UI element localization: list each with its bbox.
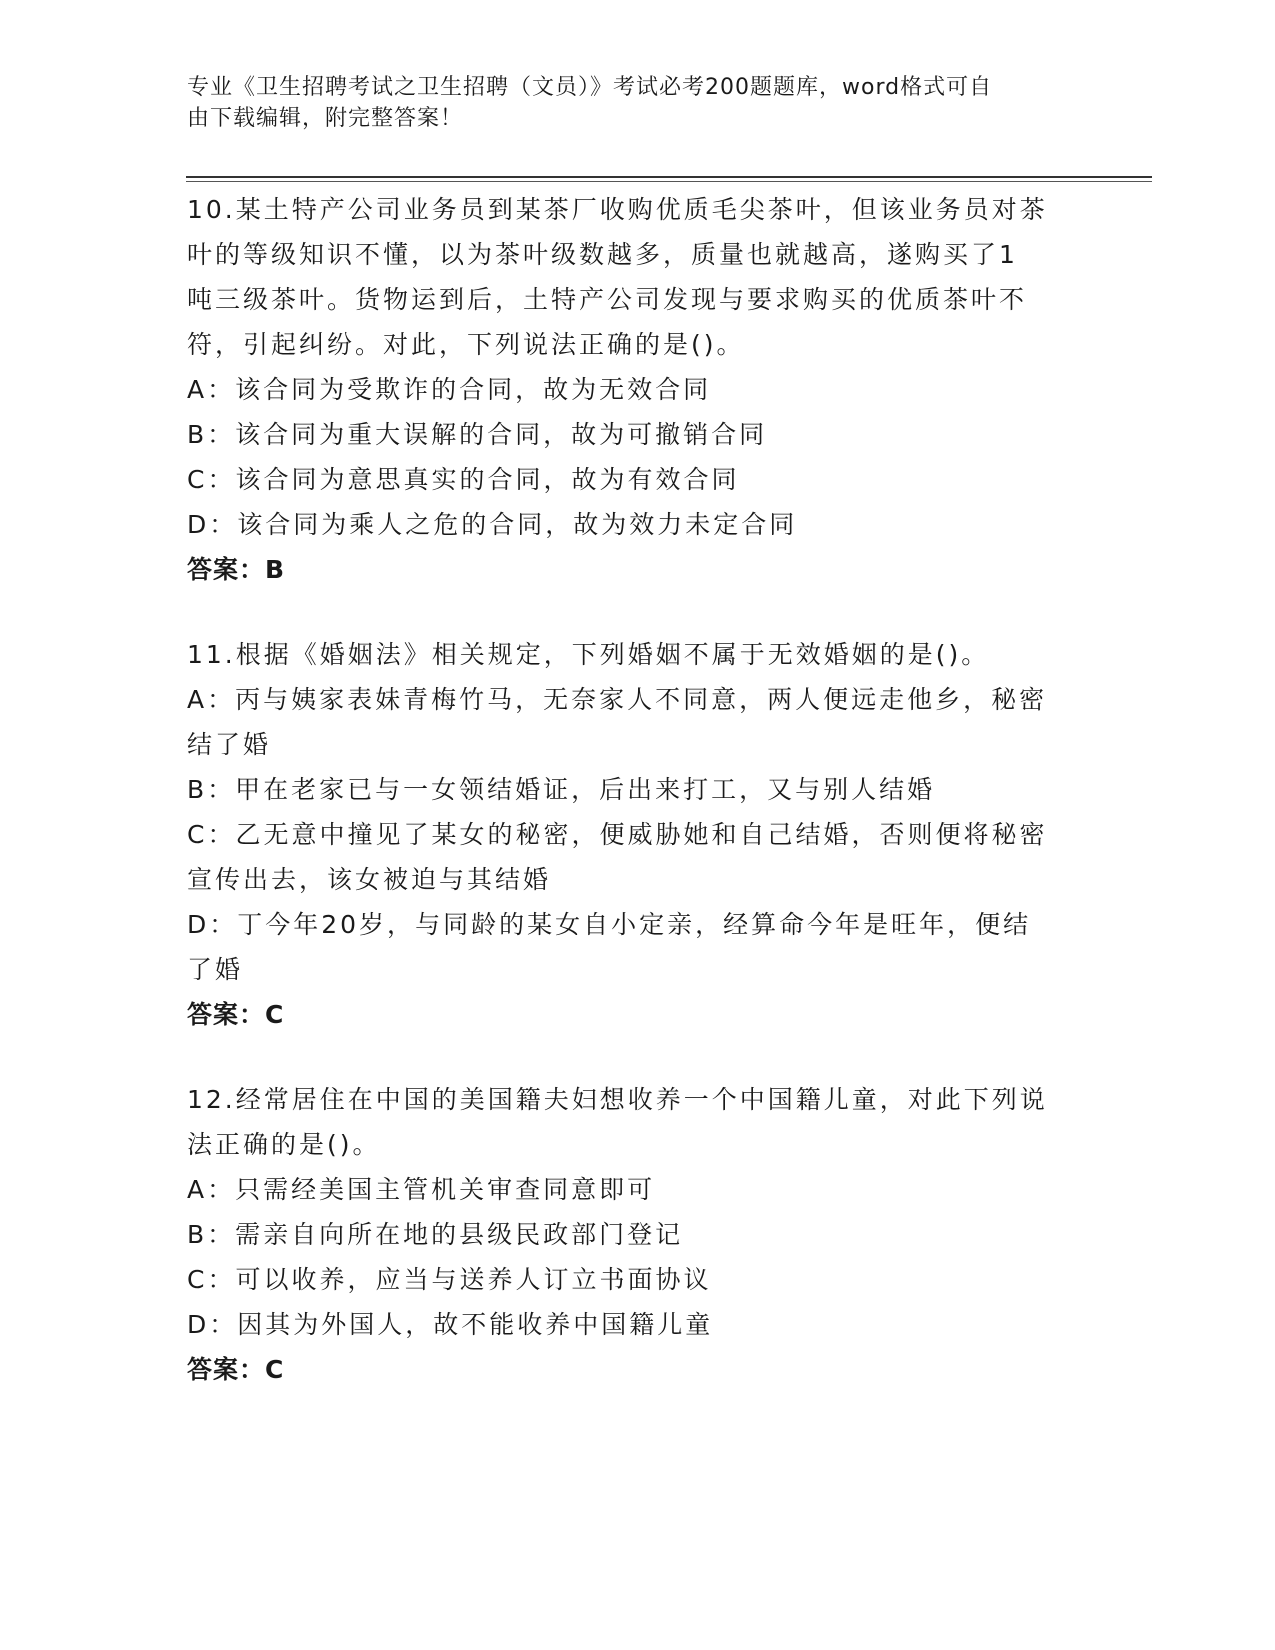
question-stem-line: 叶的等级知识不懂，以为茶叶级数越多，质量也就越高，遂购买了1 (187, 240, 1018, 269)
option-c: C：乙无意中撞见了某女的秘密，便威胁她和自己结婚，否则便将秘密 (187, 820, 1048, 849)
header-line-2: 由下载编辑，附完整答案！ (187, 106, 464, 131)
question-12 (187, 1077, 1067, 1392)
option-a: A：只需经美国主管机关审查同意即可 (187, 1175, 656, 1204)
option-c: C：可以收养，应当与送养人订立书面协议 (187, 1265, 712, 1294)
answer-line: 答案：C (187, 1000, 285, 1029)
option-b: B：甲在老家已与一女领结婚证，后出来打工，又与别人结婚 (187, 775, 936, 804)
option-a-continued: 结了婚 (187, 730, 272, 759)
question-list (187, 187, 1067, 1432)
option-a: A：该合同为受欺诈的合同，故为无效合同 (187, 375, 712, 404)
option-d-continued: 了婚 (187, 955, 244, 984)
option-b: B：该合同为重大误解的合同，故为可撤销合同 (187, 420, 768, 449)
question-stem-line: 10.某土特产公司业务员到某茶厂收购优质毛尖茶叶，但该业务员对茶 (187, 195, 1048, 224)
header-rule-thin (186, 181, 1152, 182)
question-11 (187, 632, 1067, 1037)
header-rule-thick (186, 176, 1152, 178)
option-d: D：因其为外国人，故不能收养中国籍儿童 (187, 1310, 714, 1339)
question-stem-line: 符，引起纠纷。对此，下列说法正确的是()。 (187, 330, 745, 359)
option-a: A：丙与姨家表妹青梅竹马，无奈家人不同意，两人便远走他乡，秘密 (187, 685, 1048, 714)
option-c: C：该合同为意思真实的合同，故为有效合同 (187, 465, 740, 494)
answer-line: 答案：C (187, 1355, 285, 1384)
question-stem-line: 吨三级茶叶。货物运到后，土特产公司发现与要求购买的优质茶叶不 (187, 285, 1028, 314)
question-stem-line: 法正确的是()。 (187, 1130, 381, 1159)
option-d: D：丁今年20岁，与同龄的某女自小定亲，经算命今年是旺年，便结 (187, 910, 1032, 939)
header-line-1: 专业《卫生招聘考试之卫生招聘（文员）》考试必考200题题库，word格式可自 (187, 75, 993, 100)
option-d: D：该合同为乘人之危的合同，故为效力未定合同 (187, 510, 798, 539)
option-b: B：需亲自向所在地的县级民政部门登记 (187, 1220, 684, 1249)
answer-line: 答案：B (187, 555, 286, 584)
question-10 (187, 187, 1067, 592)
document-header (187, 72, 1067, 134)
option-c-continued: 宣传出去，该女被迫与其结婚 (187, 865, 552, 894)
question-stem-line: 12.经常居住在中国的美国籍夫妇想收养一个中国籍儿童，对此下列说 (187, 1085, 1048, 1114)
question-stem-line: 11.根据《婚姻法》相关规定，下列婚姻不属于无效婚姻的是()。 (187, 640, 990, 669)
